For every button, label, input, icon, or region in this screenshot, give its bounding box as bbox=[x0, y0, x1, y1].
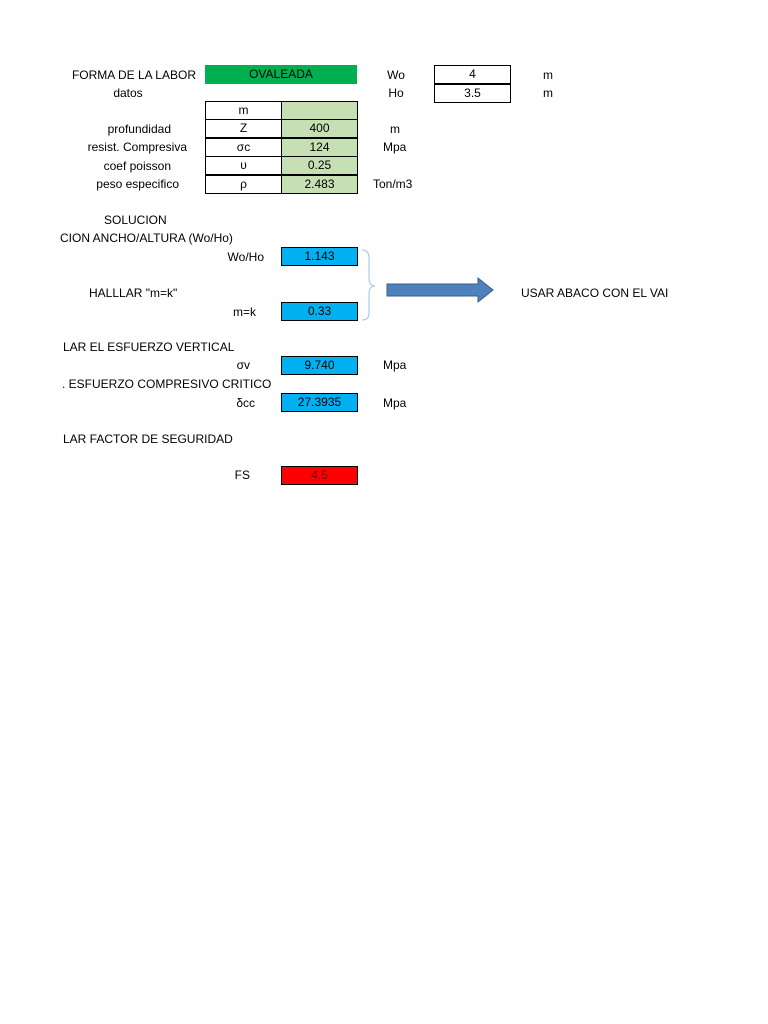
row-symbol-rho[interactable]: ρ bbox=[205, 175, 282, 194]
row-label-resist: resist. Compresiva bbox=[87, 140, 187, 154]
ratio-label: Wo/Ho bbox=[227, 250, 264, 264]
forma-value-cell[interactable]: OVALEADA bbox=[205, 65, 357, 84]
row-value-rho[interactable]: 2.483 bbox=[281, 175, 358, 194]
row-symbol-sigma-c[interactable]: σc bbox=[205, 138, 282, 157]
sigma-v-value-cell[interactable]: 9.740 bbox=[281, 356, 358, 375]
wo-value-cell[interactable]: 4 bbox=[434, 65, 511, 84]
delta-cc-unit: Mpa bbox=[383, 396, 407, 410]
safety-heading: LAR FACTOR DE SEGURIDAD bbox=[63, 432, 233, 446]
unit-header-cell[interactable]: m bbox=[205, 101, 282, 120]
ratio-value-cell[interactable]: 1.143 bbox=[281, 247, 358, 266]
row-label-profundidad: profundidad bbox=[107, 122, 171, 136]
ho-value-cell[interactable]: 3.5 bbox=[434, 84, 511, 103]
row-label-poisson: coef poisson bbox=[103, 159, 171, 173]
row-value-sigma-c[interactable]: 124 bbox=[281, 138, 358, 157]
delta-cc-label: δcc bbox=[236, 396, 255, 410]
curly-brace bbox=[362, 250, 375, 320]
fs-value-cell[interactable]: 4.5 bbox=[281, 466, 358, 485]
abaco-text: USAR ABACO CON EL VAI bbox=[521, 286, 669, 300]
critical-heading: . ESFUERZO COMPRESIVO CRITICO bbox=[62, 377, 272, 391]
ho-unit: m bbox=[543, 86, 553, 100]
ho-label: Ho bbox=[388, 86, 404, 100]
sigma-v-label: σv bbox=[236, 358, 250, 372]
solution-title: SOLUCION bbox=[104, 213, 167, 227]
mk-value-cell[interactable]: 0.33 bbox=[281, 302, 358, 321]
vertical-heading: LAR EL ESFUERZO VERTICAL bbox=[63, 340, 235, 354]
datos-label: datos bbox=[113, 86, 143, 100]
row-unit-rho: Ton/m3 bbox=[373, 177, 413, 191]
delta-cc-value-cell[interactable]: 27.3935 bbox=[281, 393, 358, 412]
mk-label: m=k bbox=[232, 305, 256, 319]
wo-unit: m bbox=[543, 68, 553, 82]
row-value-z[interactable]: 400 bbox=[281, 119, 358, 138]
fs-label: FS bbox=[234, 468, 250, 482]
row-symbol-z[interactable]: Z bbox=[205, 119, 282, 138]
row-value-poisson[interactable]: 0.25 bbox=[281, 156, 358, 175]
wo-label: Wo bbox=[387, 68, 405, 82]
sigma-v-unit: Mpa bbox=[383, 358, 407, 372]
row-unit-sigma-c: Mpa bbox=[383, 140, 407, 154]
right-arrow bbox=[387, 278, 493, 302]
forma-label: FORMA DE LA LABOR bbox=[71, 68, 196, 82]
row-symbol-upsilon[interactable]: υ bbox=[205, 156, 282, 175]
relation-heading: CION ANCHO/ALTURA (Wo/Ho) bbox=[60, 231, 233, 245]
row-unit-z: m bbox=[390, 122, 400, 136]
find-mk-label: HALLLAR "m=k" bbox=[89, 286, 178, 300]
row-label-peso: peso especifico bbox=[96, 177, 179, 191]
